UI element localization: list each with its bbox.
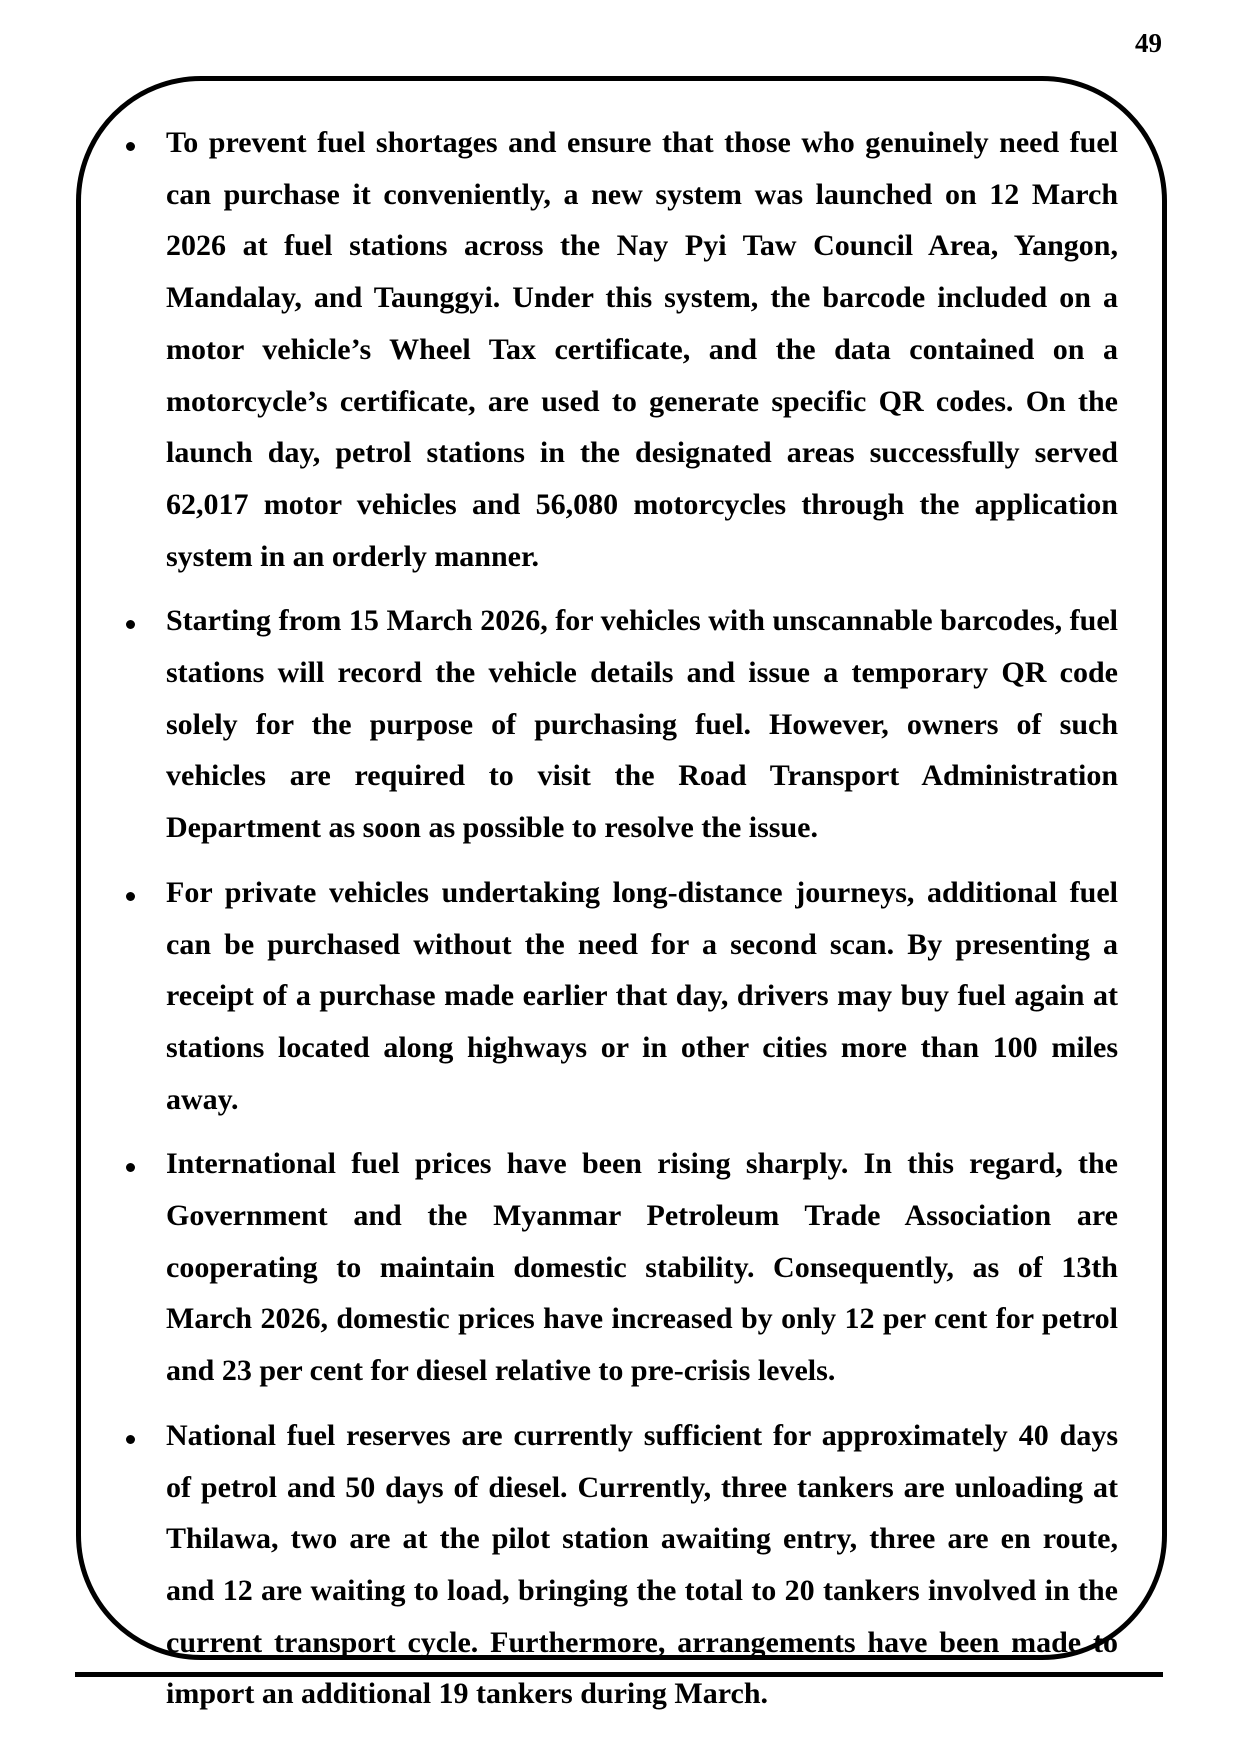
bullet-dot-icon (126, 1163, 135, 1172)
bullet-dot-icon (126, 142, 135, 151)
bullet-item (166, 117, 1118, 582)
bullet-dot-icon (126, 620, 135, 629)
bullet-item (166, 867, 1118, 1126)
bullet-text: For private vehicles undertaking long-distance journeys, additional fuel can be purchased without the need for a second scan. By presenting a receipt of a purchase made earlier that day, drivers may buy fuel again at stations located along highways or in other cities more than 100 miles away. (166, 875, 1118, 1116)
bullet-item (166, 1138, 1118, 1397)
bullet-dot-icon (126, 892, 135, 901)
bullet-text: National fuel reserves are currently sufficient for approximately 40 days of petrol and 50 days of diesel. Currently, three tankers are unloading at Thilawa, two are at the pilot station awaiting entry, three are en route, and 12 are waiting to load, bringing the total to 20 tankers involved in the current transport cycle. Furthermore, arrangements have been made to import an additional 19 tankers during March. (166, 1418, 1118, 1711)
bullet-text: International fuel prices have been rising sharply. In this regard, the Government and the Myanmar Petroleum Trade Association are cooperating to maintain domestic stability. Consequently, as of 13th March 2026, domestic prices have increased by only 12 per cent for petrol and 23 per cent for diesel relative to pre-crisis levels. (166, 1147, 1118, 1388)
page-number: 49 (1135, 28, 1162, 58)
footer-rule (75, 1672, 1163, 1677)
bullet-text: Starting from 15 March 2026, for vehicles with unscannable barcodes, fuel stations will record the vehicle details and issue a temporary QR code solely for the purpose of purchasing fuel. However, owners of such vehicles are required to visit the Road Transport Administration Department as soon as possible to resolve the issue. (166, 604, 1118, 845)
bullet-item (166, 595, 1118, 854)
bullet-text: To prevent fuel shortages and ensure that those who genuinely need fuel can purchase it conveniently, a new system was launched on 12 March 2026 at fuel stations across the Nay Pyi Taw Council Area, Yangon, Mandalay, and Taunggyi. Under this system, the barcode included on a motor vehicle’s Wheel Tax certificate, and the data contained on a motorcycle’s certificate, are used to generate specific QR codes. On the launch day, petrol stations in the designated areas successfully served 62,017 motor vehicles and 56,080 motorcycles through the application system in an orderly manner. (166, 126, 1118, 573)
bullet-dot-icon (126, 1435, 135, 1444)
document-frame (76, 76, 1167, 1711)
